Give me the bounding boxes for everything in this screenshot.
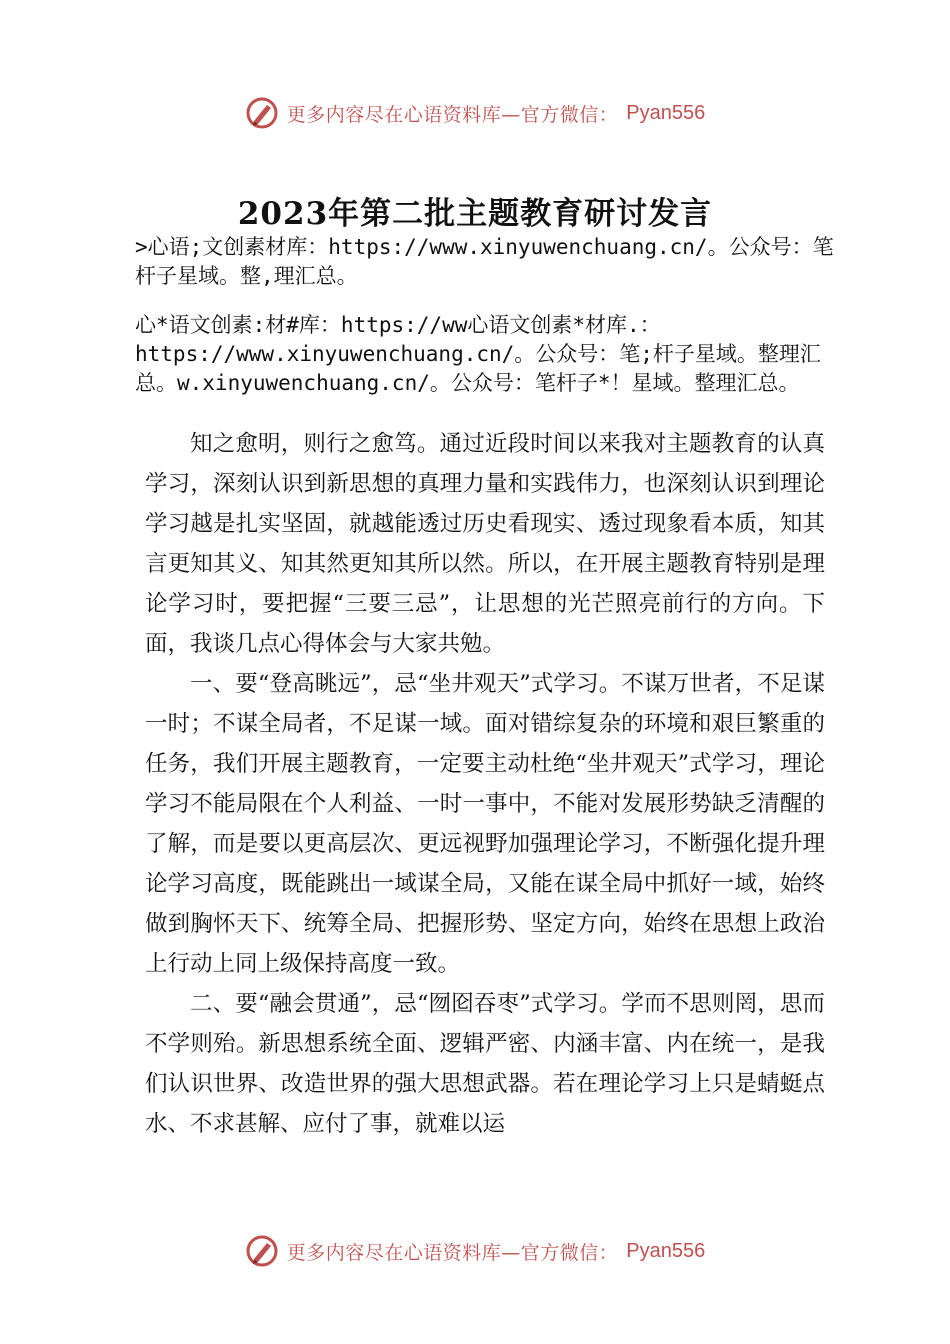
paragraph-point-one: 一、要“登高眺远”，忌“坐井观天”式学习。不谋万世者，不足谋一时；不谋全局者，不足谋一域。面对错综复杂的环境和艰巨繁重的任务，我们开展主题教育，一定要主动杜绝“坐井观天”式学习，理论学习不能局限在个人利益、一时一事中，不能对发展形势缺乏清醒的了解，而是要以更高层次、更远视野加强理论学习，不断强化提升理论学习高度，既能跳出一域谋全局，又能在谋全局中抓好一域，始终做到胸怀天下、统筹全局、把握形势、坚定方向，始终在思想上政治上行动上同上级保持高度一致。 <box>145 671 825 977</box>
banner-text: 更多内容尽在心语资料库—官方微信： <box>286 103 619 126</box>
footer-banner-text: 更多内容尽在心语资料库—官方微信： <box>286 1241 619 1264</box>
document-body <box>145 424 825 1144</box>
pen-logo-icon <box>245 96 279 130</box>
header-banner <box>0 96 950 136</box>
footer-wechat-id: Pyan556 <box>626 1239 706 1262</box>
source-note-1: >心语;文创素材库：https://www.xinyuwenchuang.cn/。公众号：笔杆子星域。整,理汇总。 <box>135 235 834 288</box>
footer-banner <box>0 1234 950 1274</box>
pen-logo-icon <box>245 1234 279 1268</box>
banner-wechat-id: Pyan556 <box>626 101 706 124</box>
paragraph-intro: 知之愈明，则行之愈笃。通过近段时间以来我对主题教育的认真学习，深刻认识到新思想的真理力量和实践伟力，也深刻认识到理论学习越是扎实坚固，就越能透过历史看现实、透过现象看本质，知其言更知其义、知其然更知其所以然。所以，在开展主题教育特别是理论学习时，要把握“三要三忌”，让思想的光芒照亮前行的方向。下面，我谈几点心得体会与大家共勉。 <box>145 431 825 657</box>
source-note-2: 心*语文创素:材#库：https://ww心语文创素*材库.：https://www.xinyuwenchuang.cn/。公众号：笔;杆子星域。整理汇总。w.xinyuwenchuang.cn/。公众号：笔杆子*！星域。整理汇总。 <box>135 313 821 395</box>
paragraph-point-two: 二、要“融会贯通”，忌“囫囵吞枣”式学习。学而不思则罔，思而不学则殆。新思想系统全面、逻辑严密、内涵丰富、内在统一，是我们认识世界、改造世界的强大思想武器。若在理论学习上只是蜻蜓点水、不求甚解、应付了事，就难以运 <box>145 991 825 1137</box>
document-title: 2023年第二批主题教育研讨发言 <box>237 196 713 232</box>
